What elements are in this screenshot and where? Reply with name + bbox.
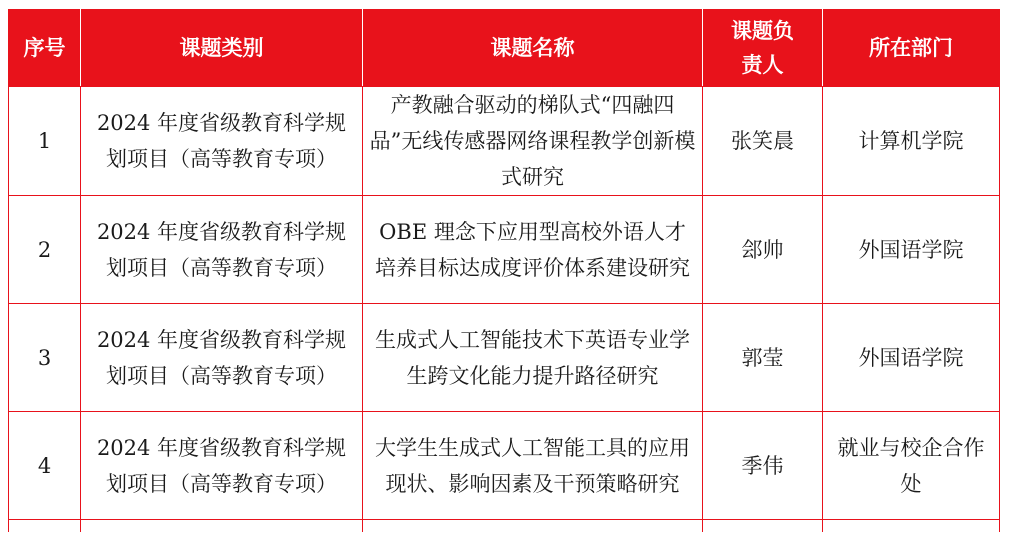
table-row bbox=[9, 196, 1000, 304]
cell-name: 生成式人工智能技术下英语专业学生跨文化能力提升路径研究 bbox=[363, 304, 703, 412]
table-row bbox=[9, 304, 1000, 412]
project-table bbox=[8, 9, 1000, 532]
cell-department: 外国语学院 bbox=[823, 196, 1000, 304]
cell-category: 2024 年度省级教育科学规划项目（高等教育专项） bbox=[81, 412, 363, 520]
table-row-partial bbox=[9, 520, 1000, 532]
table-row bbox=[9, 87, 1000, 196]
cell-index: 3 bbox=[9, 304, 81, 412]
cell-department: 就业与校企合作处 bbox=[823, 412, 1000, 520]
cell-empty bbox=[9, 520, 81, 532]
cell-empty bbox=[363, 520, 703, 532]
cell-category: 2024 年度省级教育科学规划项目（高等教育专项） bbox=[81, 304, 363, 412]
cell-name: 产教融合驱动的梯队式“四融四品”无线传感器网络课程教学创新模式研究 bbox=[363, 87, 703, 196]
cell-category: 2024 年度省级教育科学规划项目（高等教育专项） bbox=[81, 196, 363, 304]
header-department: 所在部门 bbox=[823, 10, 1000, 87]
cell-leader: 郐帅 bbox=[703, 196, 823, 304]
cell-category: 2024 年度省级教育科学规划项目（高等教育专项） bbox=[81, 87, 363, 196]
header-row bbox=[9, 10, 1000, 87]
cell-leader: 季伟 bbox=[703, 412, 823, 520]
cell-empty bbox=[81, 520, 363, 532]
header-leader: 课题负责人 bbox=[703, 10, 823, 87]
table-row bbox=[9, 412, 1000, 520]
cell-index: 4 bbox=[9, 412, 81, 520]
cell-department: 外国语学院 bbox=[823, 304, 1000, 412]
cell-index: 1 bbox=[9, 87, 81, 196]
cell-empty bbox=[703, 520, 823, 532]
header-category: 课题类别 bbox=[81, 10, 363, 87]
cell-department: 计算机学院 bbox=[823, 87, 1000, 196]
header-name: 课题名称 bbox=[363, 10, 703, 87]
cell-index: 2 bbox=[9, 196, 81, 304]
cell-name: 大学生生成式人工智能工具的应用现状、影响因素及干预策略研究 bbox=[363, 412, 703, 520]
cell-leader: 郭莹 bbox=[703, 304, 823, 412]
cell-name: OBE 理念下应用型高校外语人才培养目标达成度评价体系建设研究 bbox=[363, 196, 703, 304]
header-index: 序号 bbox=[9, 10, 81, 87]
cell-leader: 张笑晨 bbox=[703, 87, 823, 196]
cell-empty bbox=[823, 520, 1000, 532]
